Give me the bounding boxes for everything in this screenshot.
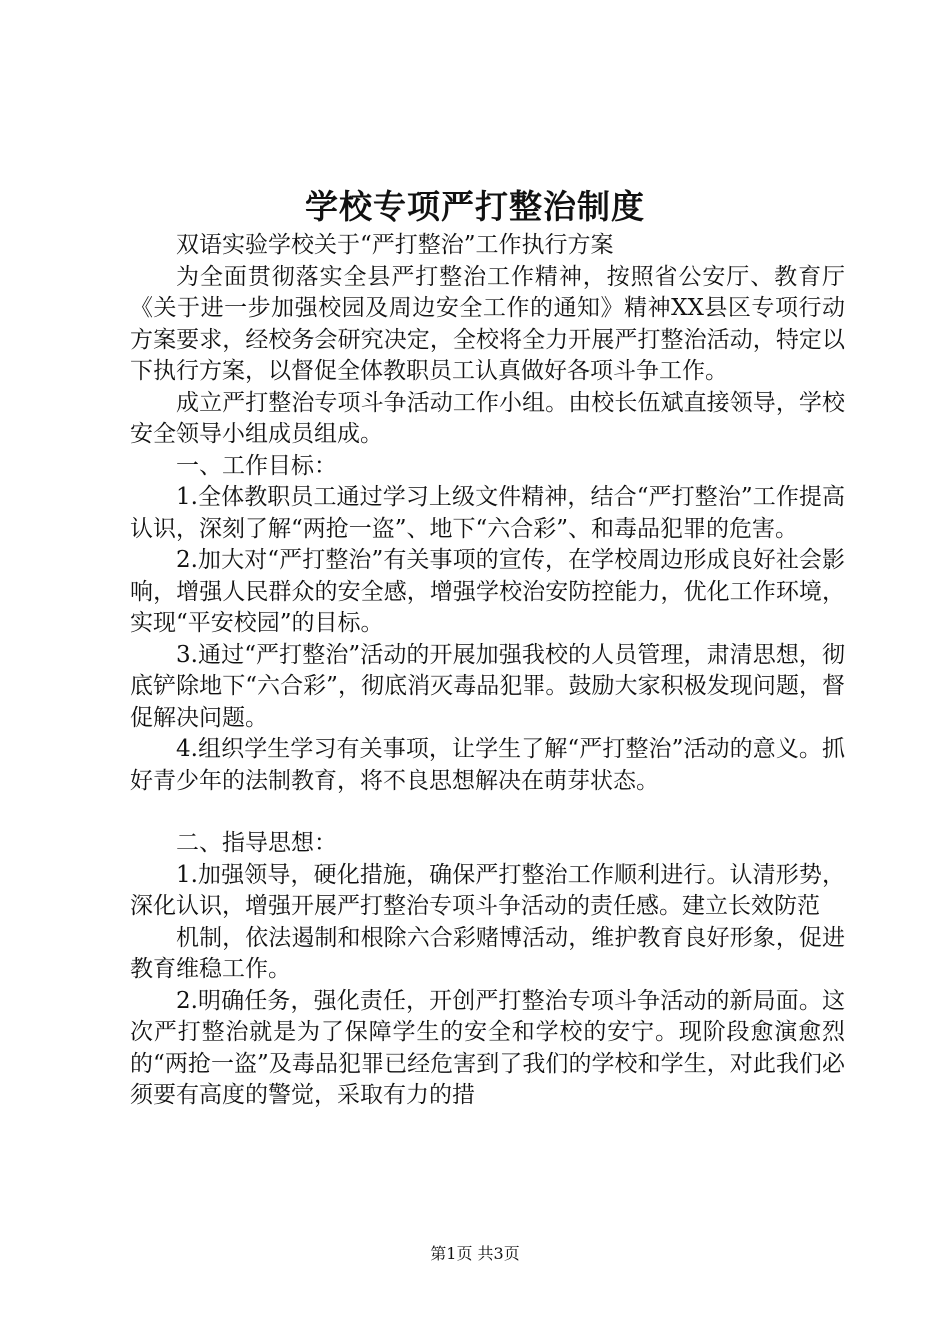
paragraph-guidance-2: 2.明确任务，强化责任，开创严打整治专项斗争活动的新局面。这次严打整治就是为了保障学生的安全和学校的安宁。现阶段愈演愈烈的“两抢一盗”及毒品犯罪已经危害到了我们的学校和学生，对此我们必须要有高度的警觉，采取有力的措 bbox=[130, 987, 845, 1108]
page-number-footer: 第1页 共3页 bbox=[430, 1244, 520, 1263]
paragraph-guidance-1: 1.加强领导，硬化措施，确保严打整治工作顺利进行。认清形势，深化认识，增强开展严打整治专项斗争活动的责任感。建立长效防范 bbox=[130, 861, 845, 919]
section-heading-goals: 一、工作目标： bbox=[176, 452, 337, 479]
document-title: 学校专项严打整治制度 bbox=[305, 187, 645, 226]
paragraph-intro: 为全面贯彻落实全县严打整治工作精神，按照省公安厅、教育厅《关于进一步加强校园及周边安全工作的通知》精神XX县区专项行动方案要求，经校务会研究决定，全校将全力开展严打整治活动，特定以下执行方案，以督促全体教职员工认真做好各项斗争工作。 bbox=[130, 263, 845, 384]
paragraph-guidance-1-cont: 机制，依法遏制和根除六合彩赌博活动，维护教育良好形象，促进教育维稳工作。 bbox=[130, 924, 845, 982]
document-body bbox=[130, 230, 845, 1112]
paragraph-goal-3: 3.通过“严打整治”活动的开展加强我校的人员管理，肃清思想，彻底铲除地下“六合彩”，彻底消灭毒品犯罪。鼓励大家积极发现问题，督促解决问题。 bbox=[130, 641, 845, 731]
paragraph-subtitle: 双语实验学校关于“严打整治”工作执行方案 bbox=[176, 232, 614, 258]
paragraph-goal-2: 2.加大对“严打整治”有关事项的宣传，在学校周边形成良好社会影响，增强人民群众的安全感，增强学校治安防控能力，优化工作环境，实现“平安校园”的目标。 bbox=[130, 547, 845, 636]
paragraph-team: 成立严打整治专项斗争活动工作小组。由校长伍斌直接领导，学校安全领导小组成员组成。 bbox=[130, 389, 845, 447]
section-heading-guidance: 二、指导思想： bbox=[176, 830, 337, 856]
paragraph-goal-4: 4.组织学生学习有关事项，让学生了解“严打整治”活动的意义。抓好青少年的法制教育，将不良思想解决在萌芽状态。 bbox=[130, 736, 845, 794]
paragraph-goal-1: 1.全体教职员工通过学习上级文件精神，结合“严打整治”工作提高认识，深刻了解“两抢一盗”、地下“六合彩”、和毒品犯罪的危害。 bbox=[130, 484, 845, 542]
